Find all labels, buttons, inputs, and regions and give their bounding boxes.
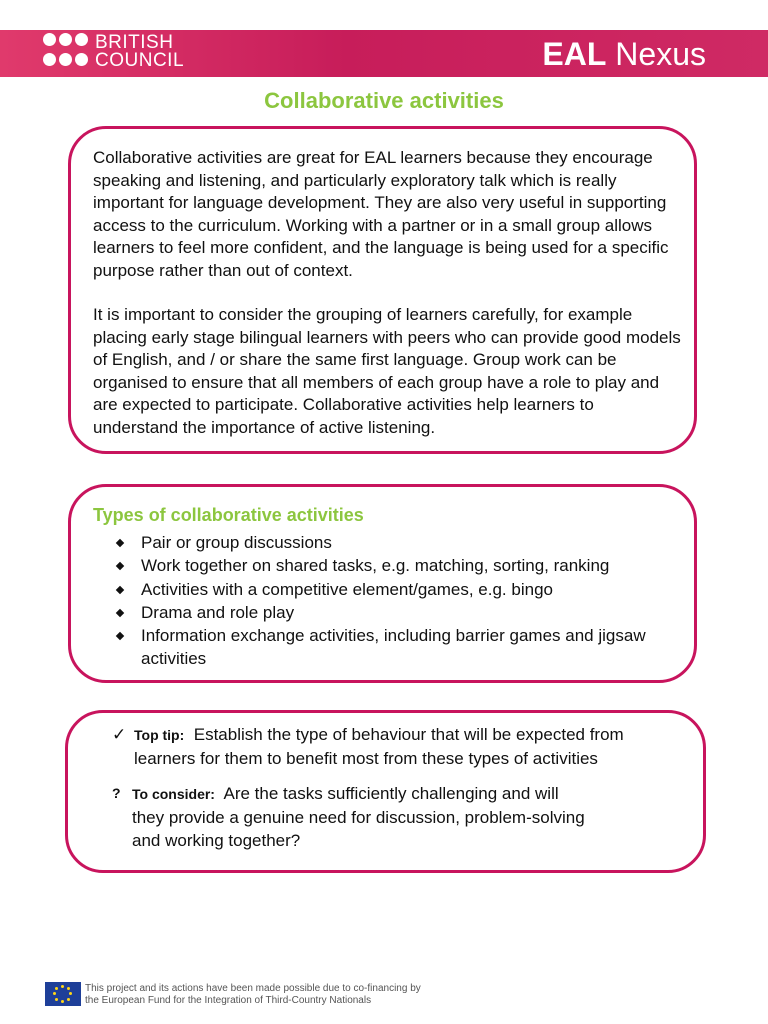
bullet-diamond-icon bbox=[116, 609, 124, 617]
types-list bbox=[115, 531, 675, 671]
list-item bbox=[115, 531, 675, 554]
british-council-logo-icon bbox=[43, 33, 91, 73]
list-item bbox=[115, 624, 675, 671]
to-consider-text: Are the tasks sufficiently challenging and will bbox=[223, 784, 559, 803]
product-name bbox=[542, 36, 706, 72]
intro-paragraph-1: Collaborative activities are great for EAL learners because they encourage speaking and listening, and particularly exploratory talk which is really important for language development. They are also very useful in supporting access to the curriculum. Working with a partner or in a small group allows learners to feel more confident, and the language is being used for a specific purpose rather than out of context. bbox=[93, 148, 669, 280]
intro-card bbox=[68, 126, 697, 454]
to-consider-label: To consider: bbox=[132, 786, 215, 802]
bullet-diamond-icon bbox=[116, 585, 124, 593]
funding-notice-line-1: This project and its actions have been made possible due to co-financing by bbox=[85, 983, 421, 994]
to-consider bbox=[112, 782, 672, 852]
product-name-rest: Nexus bbox=[615, 36, 706, 72]
list-item bbox=[115, 578, 675, 601]
funding-notice-line-2: the European Fund for the Integration of Third-Country Nationals bbox=[85, 994, 372, 1006]
logo-line-2: COUNCIL bbox=[95, 50, 185, 71]
top-tip-label: Top tip: bbox=[134, 727, 185, 743]
checkmark-icon: ✓ bbox=[112, 725, 127, 744]
intro-paragraph-2: It is important to consider the grouping of learners carefully, for example placing early stage bilingual learners with peers who can provide good models of English, and / or share the same first language. Group work can be organised to ensure that all members of each group have a role to play and are expected to participate. Collaborative activities help learners to understand the importance of active listening. bbox=[93, 305, 681, 437]
top-tip-text-2: learners for them to benefit most from these types of activities bbox=[134, 749, 598, 768]
list-item-text: Activities with a competitive element/games, e.g. bingo bbox=[141, 579, 553, 599]
list-item-text: Work together on shared tasks, e.g. matching, sorting, ranking bbox=[141, 556, 610, 576]
tips-card bbox=[65, 710, 706, 873]
top-tip bbox=[112, 723, 672, 771]
to-consider-text-2: they provide a genuine need for discussion, problem-solving bbox=[132, 808, 585, 827]
list-item bbox=[115, 554, 675, 577]
bullet-diamond-icon bbox=[116, 632, 124, 640]
to-consider-text-3: and working together? bbox=[132, 831, 301, 850]
top-tip-text: Establish the type of behaviour that will be expected from bbox=[193, 725, 624, 744]
british-council-logo-text bbox=[95, 34, 184, 70]
list-item-text: Information exchange activities, including barrier games and jigsaw activities bbox=[141, 626, 646, 669]
page-title: Collaborative activities bbox=[264, 88, 504, 113]
eu-flag-icon bbox=[45, 982, 81, 1006]
product-name-bold: EAL bbox=[542, 36, 607, 72]
header-banner bbox=[0, 30, 768, 77]
funding-notice bbox=[85, 983, 421, 1006]
types-heading: Types of collaborative activities bbox=[93, 505, 364, 525]
question-mark-icon: ? bbox=[112, 785, 121, 801]
list-item bbox=[115, 601, 675, 624]
bullet-diamond-icon bbox=[116, 539, 124, 547]
logo-line-1: BRITISH bbox=[95, 32, 174, 53]
types-card bbox=[68, 484, 697, 683]
list-item-text: Drama and role play bbox=[141, 602, 295, 622]
bullet-diamond-icon bbox=[116, 562, 124, 570]
list-item-text: Pair or group discussions bbox=[141, 533, 332, 552]
